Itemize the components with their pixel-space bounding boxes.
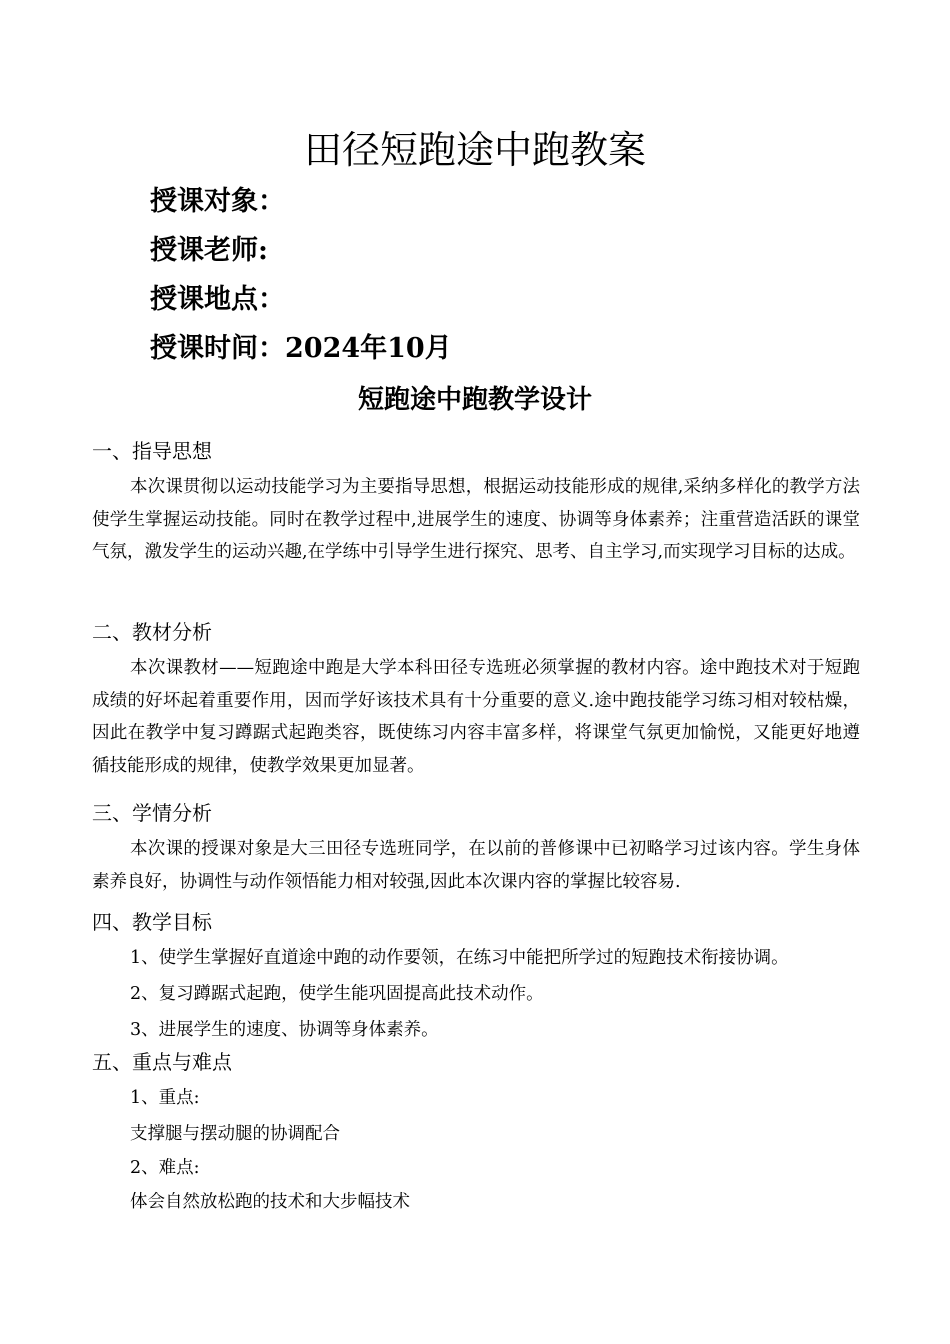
design-subtitle: 短跑途中跑教学设计: [357, 385, 592, 415]
goal-item: 2、复习蹲踞式起跑，使学生能巩固提高此技术动作。: [130, 984, 544, 1004]
info-target: 授课对象：: [150, 186, 285, 217]
info-location: 授课地点：: [150, 284, 285, 315]
section-heading-student-analysis: 三、学情分析: [92, 801, 212, 825]
section-body-material-analysis: 本次课教材——短跑途中跑是大学本科田径专选班必须掌握的教材内容。途中跑技术对于短跑成绩的好坏起着重要作用，因而学好该技术具有十分重要的意义.途中跑技能学习练习相对较枯燥，因此在教学中复习蹲踞式起跑类容，既使练习内容丰富多样，将课堂气氛更加愉悦，又能更好地遵循技能形成的规律，使教学效果更加显著。: [92, 658, 860, 776]
goal-item: 3、进展学生的速度、协调等身体素养。: [130, 1020, 439, 1040]
info-time: 授课时间：2024年10月: [150, 333, 452, 364]
section-body-guiding-thought: 本次课贯彻以运动技能学习为主要指导思想，根据运动技能形成的规律,采纳多样化的教学方法使学生掌握运动技能。同时在教学过程中,进展学生的速度、协调等身体素养；注重营造活跃的课堂气氛，激发学生的运动兴趣,在学练中引导学生进行探究、思考、自主学习,而实现学习目标的达成。: [92, 477, 860, 562]
info-teacher: 授课老师:: [150, 235, 268, 266]
goal-item: 1、使学生掌握好直道途中跑的动作要领，在练习中能把所学过的短跑技术衔接协调。: [130, 948, 789, 968]
section-heading-guiding-thought: 一、指导思想: [92, 439, 212, 463]
difficult-point-text: 体会自然放松跑的技术和大步幅技术: [130, 1192, 410, 1212]
key-point-text: 支撑腿与摆动腿的协调配合: [130, 1124, 340, 1144]
section-heading-teaching-goals: 四、教学目标: [92, 910, 212, 934]
section-heading-key-difficult-points: 五、重点与难点: [92, 1050, 232, 1074]
section-heading-material-analysis: 二、教材分析: [92, 620, 212, 644]
document-title: 田径短跑途中跑教案: [303, 128, 646, 172]
section-body-student-analysis: 本次课的授课对象是大三田径专选班同学，在以前的普修课中已初略学习过该内容。学生身体素养良好，协调性与动作领悟能力相对较强,因此本次课内容的掌握比较容易.: [92, 839, 860, 892]
key-point-label: 1、重点:: [130, 1088, 200, 1108]
difficult-point-label: 2、难点:: [130, 1158, 200, 1178]
